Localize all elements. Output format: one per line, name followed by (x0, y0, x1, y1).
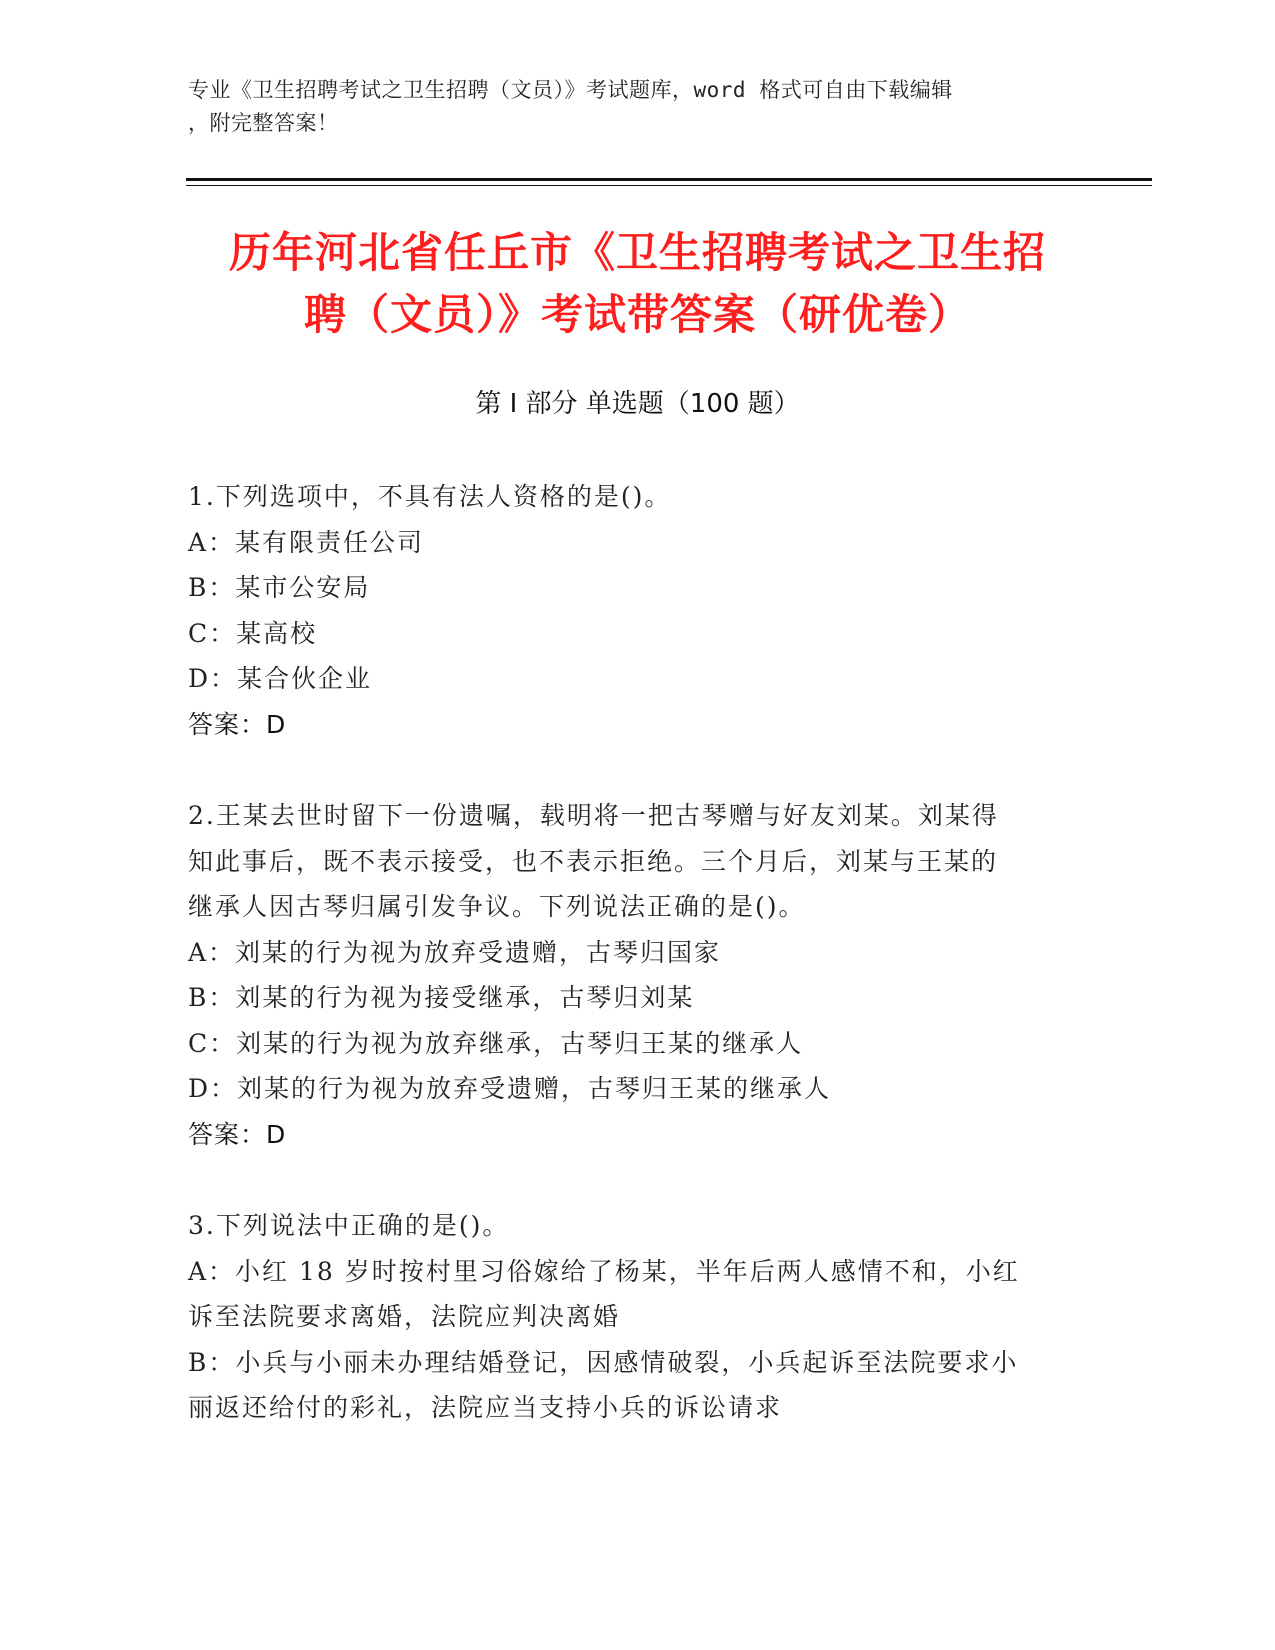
document-title-line-2: 聘（文员）》考试带答案（研优卷） (303, 290, 971, 339)
question-stem: 1.下列选项中，不具有法人资格的是()。 (188, 482, 672, 511)
option-a: A：某有限责任公司 (188, 527, 425, 557)
question-stem: 3.下列说法中正确的是()。 (188, 1211, 510, 1240)
header-note-line-2: ，附完整答案！ (188, 111, 339, 135)
option-c: C：某高校 (188, 618, 318, 648)
question-2 (188, 793, 1088, 1157)
question-1 (188, 474, 1088, 747)
question-3 (188, 1203, 1088, 1431)
option-d: D：刘某的行为视为放弃受遗赠，古琴归王某的继承人 (188, 1074, 832, 1103)
section-title: 第 I 部分 单选题（100 题） (475, 389, 800, 419)
question-stem: 2.王某去世时留下一份遗嘱，载明将一把古琴赠与好友刘某。刘某得 (188, 801, 999, 830)
header-rule-thin (186, 185, 1152, 186)
option-b-continued: 丽返还给付的彩礼，法院应当支持小兵的诉讼请求 (188, 1393, 783, 1422)
header-rule-thick (186, 178, 1152, 181)
option-c: C：刘某的行为视为放弃继承，古琴归王某的继承人 (188, 1028, 804, 1058)
option-a-continued: 诉至法院要求离婚，法院应判决离婚 (188, 1302, 621, 1331)
option-b: B：刘某的行为视为接受继承，古琴归刘某 (188, 983, 695, 1012)
option-a: A：小红 18 岁时按村里习俗嫁给了杨某，半年后两人感情不和，小红 (188, 1256, 1020, 1286)
document-title (180, 222, 1095, 346)
document-title-line-1: 历年河北省任丘市《卫生招聘考试之卫生招 (228, 228, 1046, 277)
question-stem: 继承人因古琴归属引发争议。下列说法正确的是()。 (188, 892, 806, 921)
question-list (188, 474, 1088, 1477)
header-note-line-1: 专业《卫生招聘考试之卫生招聘（文员）》考试题库，word 格式可自由下载编辑 (188, 78, 953, 102)
option-b: B：小兵与小丽未办理结婚登记，因感情破裂，小兵起诉至法院要求小 (188, 1347, 1019, 1377)
header-note (188, 74, 1068, 140)
option-b: B：某市公安局 (188, 573, 371, 602)
answer: 答案：D (188, 1119, 287, 1149)
option-d: D：某合伙企业 (188, 664, 373, 693)
option-a: A：刘某的行为视为放弃受遗赠，古琴归国家 (188, 937, 722, 967)
answer: 答案：D (188, 709, 287, 739)
question-stem: 知此事后，既不表示接受，也不表示拒绝。三个月后，刘某与王某的 (188, 846, 999, 876)
